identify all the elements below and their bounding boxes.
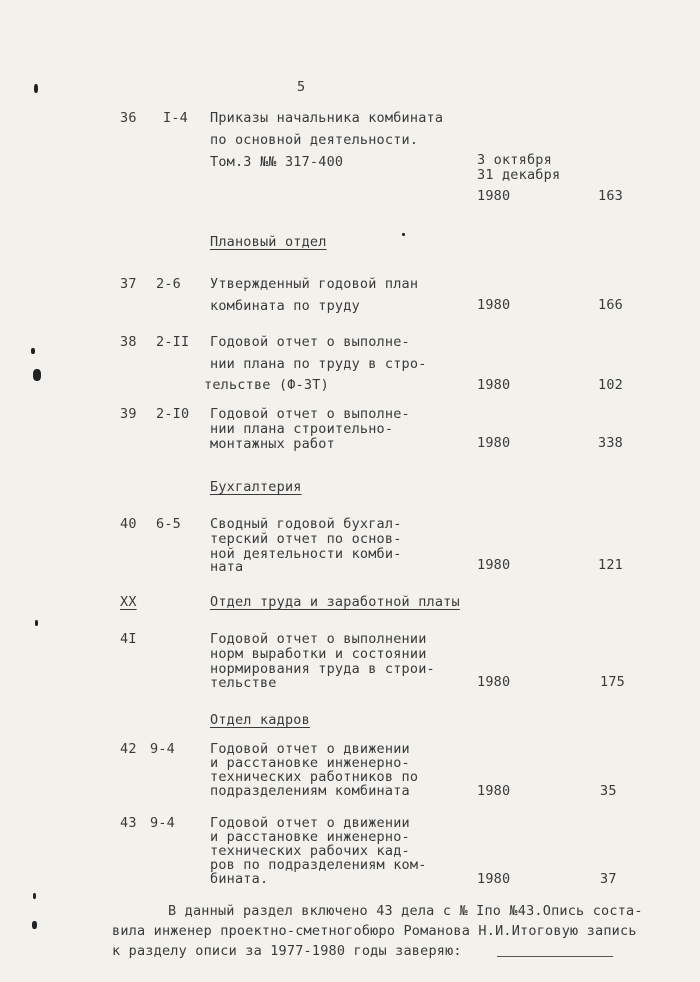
- entry-43-number: 43: [120, 815, 137, 831]
- entry-40-code: 6-5: [156, 516, 181, 532]
- entry-36-date: 3 октября: [477, 152, 552, 168]
- entry-36-sheets: 163: [598, 188, 623, 204]
- entry-41-line: Годовой отчет о выполнении: [210, 631, 427, 647]
- entry-41-year: 1980: [477, 674, 511, 690]
- footer-line: к разделу описи за 1977-1980 годы заверяю:: [112, 943, 462, 959]
- entry-42-code: 9-4: [150, 741, 175, 757]
- entry-40-line: ната: [210, 559, 244, 575]
- entry-38-number: 38: [120, 334, 137, 350]
- entry-36-year: 1980: [477, 188, 511, 204]
- entry-39-line: нии плана строительно-: [210, 421, 394, 437]
- entry-37-number: 37: [120, 276, 137, 292]
- signature-line: [497, 956, 613, 957]
- punch-mark: [35, 620, 38, 626]
- entry-39-line: Годовой отчет о выполне-: [210, 406, 410, 422]
- entry-39-sheets: 338: [598, 435, 623, 451]
- entry-41-number: 4I: [120, 631, 137, 647]
- entry-43-code: 9-4: [150, 815, 175, 831]
- entry-36-line: по основной деятельности.: [210, 132, 419, 148]
- entry-37-sheets: 166: [598, 297, 623, 313]
- entry-40-line: терский отчет по основ-: [210, 531, 402, 547]
- entry-38-line: тельстве (Ф-3Т): [204, 377, 329, 393]
- entry-42-line: Годовой отчет о движении: [210, 741, 410, 757]
- entry-41-line: тельстве: [210, 675, 277, 691]
- entry-37-year: 1980: [477, 297, 511, 313]
- footer-line: В данный раздел включено 43 дела с № Iпо №43.Опись соста-: [168, 903, 643, 919]
- entry-40-year: 1980: [477, 557, 511, 573]
- entry-40-number: 40: [120, 516, 137, 532]
- section-heading-planning: Плановый отдел: [210, 234, 327, 250]
- entry-38-line: нии плана по труду в стро-: [210, 356, 427, 372]
- entry-41-line: нормирования труда в строи-: [210, 661, 435, 677]
- entry-36-line: Том.3 №№ 317-400: [210, 154, 344, 170]
- entry-38-sheets: 102: [598, 377, 623, 393]
- entry-42-year: 1980: [477, 783, 511, 799]
- section-roman-numeral: XX: [120, 594, 137, 610]
- entry-38-line: Годовой отчет о выполне-: [210, 334, 410, 350]
- punch-mark: [33, 893, 36, 899]
- entry-36-date: 31 декабря: [477, 167, 561, 183]
- section-heading-labor: Отдел труда и заработной платы: [210, 594, 460, 610]
- entry-43-line: Годовой отчет о движении: [210, 815, 410, 831]
- entry-36-code: I-4: [163, 110, 188, 126]
- section-heading-personnel: Отдел кадров: [210, 712, 310, 728]
- entry-39-code: 2-I0: [156, 406, 190, 422]
- entry-39-year: 1980: [477, 435, 511, 451]
- entry-39-line: монтажных работ: [210, 436, 335, 452]
- section-heading-accounting: Бухгалтерия: [210, 479, 302, 495]
- entry-42-line: подразделениям комбината: [210, 783, 410, 799]
- page-number: 5: [297, 79, 306, 95]
- entry-43-line: технических рабочих кад-: [210, 843, 410, 859]
- entry-36-number: 36: [120, 110, 137, 126]
- entry-42-sheets: 35: [600, 783, 617, 799]
- entry-39-number: 39: [120, 406, 137, 422]
- entry-40-line: Сводный годовой бухгал-: [210, 516, 402, 532]
- entry-43-line: бината.: [210, 871, 269, 887]
- punch-mark: [33, 369, 41, 381]
- entry-38-code: 2-II: [156, 334, 190, 350]
- entry-41-line: норм выработки и состоянии: [210, 646, 427, 662]
- entry-40-line: ной деятельности комби-: [210, 546, 402, 562]
- entry-42-line: и расстановке инженерно-: [210, 755, 410, 771]
- punch-mark: [32, 921, 37, 929]
- entry-37-code: 2-6: [156, 276, 181, 292]
- stray-dot: [402, 233, 405, 236]
- entry-36-line: Приказы начальника комбината: [210, 110, 444, 126]
- punch-mark: [31, 348, 35, 354]
- entry-43-year: 1980: [477, 871, 511, 887]
- entry-37-line: Утвержденный годовой план: [210, 276, 419, 292]
- entry-43-sheets: 37: [600, 871, 617, 887]
- punch-mark: [34, 84, 38, 93]
- entry-40-sheets: 121: [598, 557, 623, 573]
- entry-43-line: ров по подразделениям ком-: [210, 857, 427, 873]
- entry-38-year: 1980: [477, 377, 511, 393]
- entry-37-line: комбината по труду: [210, 298, 360, 314]
- entry-42-number: 42: [120, 741, 137, 757]
- footer-line: вила инженер проектно-сметногобюро Романова Н.И.Итоговую запись: [112, 923, 637, 939]
- entry-43-line: и расстановке инженерно-: [210, 829, 410, 845]
- entry-41-sheets: 175: [600, 674, 625, 690]
- entry-42-line: технических работников по: [210, 769, 419, 785]
